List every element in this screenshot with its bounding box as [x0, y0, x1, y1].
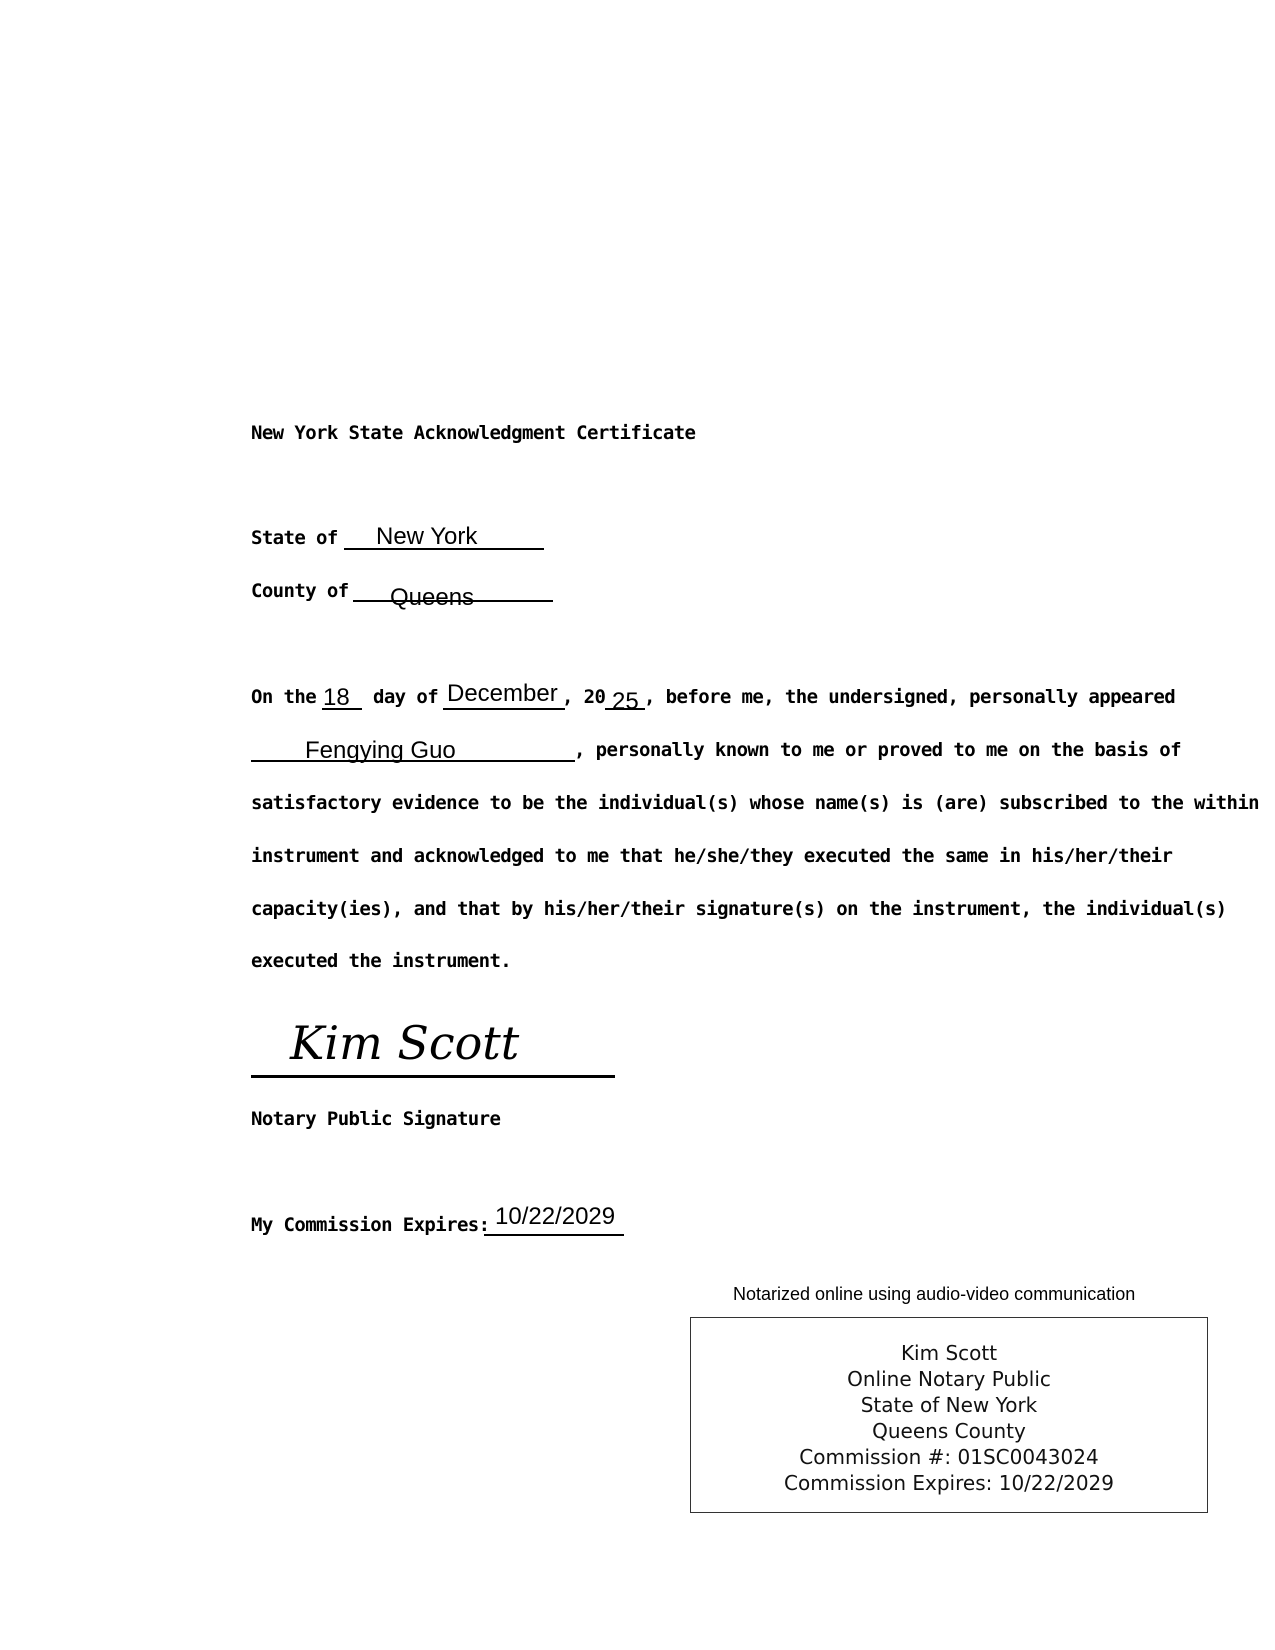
commission-label: My Commission Expires:	[251, 1214, 490, 1236]
signature-label: Notary Public Signature	[251, 1108, 501, 1130]
month-underline	[443, 708, 565, 710]
body-line-4: instrument and acknowledged to me that he/she/they executed the same in his/her/their	[251, 845, 1173, 867]
day-value: 18	[323, 684, 350, 711]
body-line-3: satisfactory evidence to be the individual(s) whose name(s) is (are) subscribed to the within	[251, 792, 1260, 814]
stamp-county: Queens County	[872, 1419, 1026, 1443]
stamp-commission-number: Commission #: 01SC0043024	[799, 1445, 1099, 1469]
before-me-text: , before me, the undersigned, personally appeared	[644, 686, 1176, 708]
county-value: Queens	[390, 584, 475, 611]
year-prefix-text: , 20	[562, 686, 606, 708]
day-of-text: day of	[373, 686, 439, 708]
commission-value: 10/22/2029	[495, 1203, 616, 1230]
state-value: New York	[376, 523, 478, 550]
body-line-6: executed the instrument.	[251, 950, 512, 972]
signature-underline	[251, 1075, 615, 1078]
stamp-notary-name: Kim Scott	[900, 1341, 998, 1365]
notary-signature: Kim Scott	[290, 1016, 520, 1070]
stamp-notary-title: Online Notary Public	[847, 1367, 1051, 1391]
month-value: December	[447, 680, 558, 707]
county-label: County of	[251, 580, 349, 602]
body-line-5: capacity(ies), and that by his/her/their signature(s) on the instrument, the individual(s)	[251, 898, 1227, 920]
stamp-state: State of New York	[860, 1393, 1038, 1417]
appeared-name-underline	[251, 760, 575, 762]
day-underline	[322, 708, 362, 710]
appeared-name: Fengying Guo	[305, 737, 456, 764]
stamp-commission-expires: Commission Expires: 10/22/2029	[784, 1471, 1114, 1495]
line2-text: , personally known to me or proved to me on the basis of	[574, 739, 1181, 761]
notary-stamp	[690, 1317, 1208, 1513]
year-underline	[605, 708, 645, 710]
county-underline	[353, 600, 553, 602]
certificate-title: New York State Acknowledgment Certificate	[251, 422, 696, 444]
on-the-text: On the	[251, 686, 317, 708]
stamp-caption: Notarized online using audio-video communication	[733, 1284, 1136, 1304]
commission-underline	[484, 1234, 624, 1236]
year-value: 25	[612, 688, 639, 715]
state-label: State of	[251, 527, 338, 549]
state-underline	[344, 548, 544, 550]
